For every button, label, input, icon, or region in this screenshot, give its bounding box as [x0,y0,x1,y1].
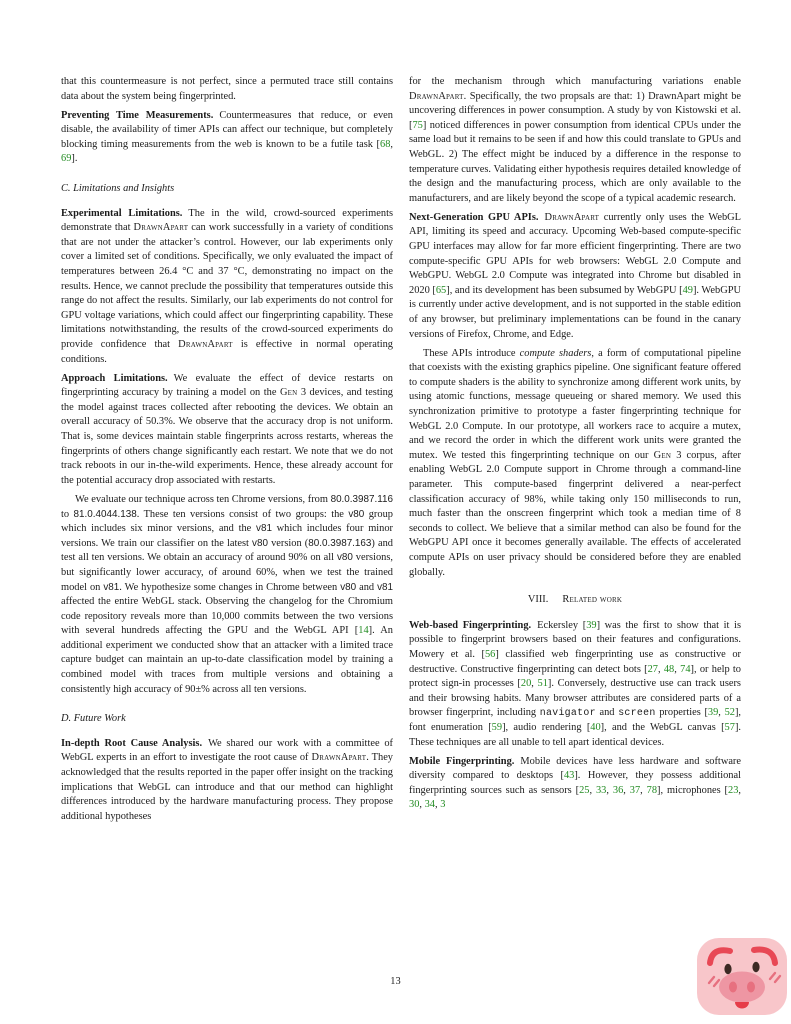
text-segment: 80.0.3987.116 [330,493,393,505]
citation-ref[interactable]: 20 [520,678,532,690]
text-segment: Next-Generation GPU APIs. [409,211,539,223]
text-segment: 81.0.4044.138 [73,508,137,520]
text-segment: In-depth Root Cause Analysis. [61,737,203,749]
text-segment: ] was the first to show that it is possible to fingerprint browsers based on their features and configurations. Mowery et al. [ [409,619,741,660]
text-segment: ]. Conversely, destructive use can track users and their browsing habits. Many browser attributes are considered parts of a browser fingerprint, including [409,678,741,719]
text-segment: D. Future Work [61,713,126,725]
text-segment: . Specifically, the two propsals are that: 1) DrawnApart might be uncovering differences in power consumption. A study by von Kistowski et al. [ [409,90,741,131]
text-segment: for the mechanism through which manufacturing variations enable [409,76,741,87]
citation-ref[interactable]: 3 [440,799,446,811]
text-segment: We evaluate the effect of device restarts on fingerprinting accuracy by training a model on the [61,372,393,399]
text-segment: , [606,784,613,796]
text-segment: We evaluate our technique across ten Chrome versions, from [75,493,331,505]
citation-ref[interactable]: 59 [491,721,503,733]
citation-ref[interactable]: 48 [663,663,675,675]
text-segment: Gen [653,449,672,461]
text-segment: 80.0.3987.163 [308,537,372,549]
citation-ref[interactable]: 39 [586,619,597,631]
text-segment: group which includes six minor versions, and the [61,508,393,535]
citation-ref[interactable]: 65 [435,284,447,296]
citation-ref[interactable]: 68 [380,138,391,150]
text-segment: We shared our work with a committee of WebGL experts in an effort to investigate the root cause of [61,737,393,764]
text-segment: compute shaders [519,347,592,359]
text-segment: ]. An additional experiment we conducted show that an attacker with a limited trace capture budget can maintain an up-to-date classification model by training a combined model with traces from multiple versions and obtaining a consistently high accuracy of 90±% across all ten versions. [61,625,394,695]
text-segment: v81 [103,581,120,593]
text-segment: , [434,799,441,811]
section-heading-related-work [409,593,741,608]
citation-ref[interactable]: 36 [612,784,624,796]
paragraph-mobile-fingerprinting [409,755,741,813]
paragraph-mechanism-continuation [409,75,741,206]
text-segment: Mobile devices have less hardware and software diversity compared to desktops [ [409,755,742,782]
text-segment: v81 [256,523,272,535]
paragraph-experimental-limitations [61,207,393,368]
text-segment: , [640,784,647,796]
subsection-heading-limitations-insights [61,182,393,197]
text-segment: ], font enumeration [ [409,707,742,733]
text-segment: Mobile Fingerprinting. [409,755,515,767]
text-segment: These APIs introduce [423,347,520,359]
citation-ref[interactable]: 78 [646,784,658,796]
text-segment: DrawnApart [311,752,367,764]
text-segment: , [419,799,425,811]
text-segment: C. Limitations and Insights [61,183,175,195]
text-segment: and [595,707,619,719]
text-segment: which includes four minor versions. We train our classifier on the latest [61,523,394,549]
text-segment: and [356,581,378,593]
citation-ref[interactable]: 69 [61,153,72,165]
text-segment: affected the entire WebGL stack. Observing the changelog for the Chromium code repository reveals more than 10,000 commits between the two versions with several hundreds affecting the GPU and the WebGL API [ [61,596,393,637]
page-number: 13 [390,976,401,987]
text-segment: ], microphones [ [657,784,729,796]
citation-ref[interactable]: 57 [724,721,735,733]
text-segment: , [531,678,538,690]
text-segment: , a form of computational pipeline that coexists with the existing graphics pipeline. One significant feature offered to compute shaders is the ability to synchronize among different work units, by using atomic functions, message queueing or shared memory. We used this synchronization primitive to prototype a faster fingerprinting technique for WebGL 2.0 Compute. In our prototype, all workers race to acquire a mutex, and we record the order in which the different work units were granted the mutex. We tested this fingerprinting technique on our [409,347,741,461]
citation-ref[interactable]: 23 [728,784,739,796]
pig-sticker-icon [697,938,787,1015]
text-segment: Related work [562,594,623,606]
text-segment: v80 [340,581,357,593]
text-segment: , [589,784,596,796]
text-segment: Experimental Limitations. [61,207,183,219]
text-segment: v80 [348,508,365,520]
text-segment: The in the wild, crowd-sourced experiments demonstrate that [61,207,393,234]
text-segment: 3 devices, and testing the model against traces collected after rebooting the devices. We obtain an overall accuracy of 50.3%. We observe that the accuracy drop is not uniform. That is, some devices maintain stable fingerprints across restarts, whereas the fingerprints of others change significantly each restart. We note that we do not track reboots in our in-the-wild experiments. Hence, these already account for the potential accuracy drop associated with restarts. [61,387,393,486]
text-segment: Preventing Time Measurements. [61,109,214,121]
paragraph-approach-limitations [61,372,393,489]
text-segment: to [61,508,74,520]
text-segment: ], and its development has been subsumed by WebGPU [ [446,284,683,296]
text-segment: ], audio rendering [ [502,721,591,733]
text-segment: ]. These techniques are all unable to tell apart identical devices. [409,721,741,748]
text-segment: properties [ [655,707,708,719]
text-segment: ) and test all ten versions. We obtain an accuracy of around 90% on all [61,537,393,564]
text-segment: , [674,663,681,675]
text-segment: ], and the WebGL canvas [ [600,721,725,733]
text-segment: ]. However, they possess additional fingerprinting sources such as sensors [ [409,770,741,796]
citation-ref[interactable]: 40 [590,721,601,733]
citation-ref[interactable]: 25 [579,784,590,796]
text-segment: screen [618,707,656,719]
text-segment: can work successfully in a variety of conditions that are not under the attacker’s control. However, our lab experiments only cover a limited set of conditions. Specifically, we only evaluated the impact of temperatures between 26.4 °C and 37 °C, demonstrating no impact on the results. Hence, we cannot preclude the possibility that temperatures outside this range do not affect the results. Similarly, our lab experiments do not control for GPU voltage variations, which could affect our fingerprinting capability. These limitations notwithstanding, the results of the crowd-sourced experiments do provide confidence that [61,222,393,350]
text-segment: VIII. [527,594,549,606]
text-segment: , [623,784,630,796]
text-segment: , [718,707,725,719]
text-segment: , [657,663,664,675]
text-segment: currently only uses the WebGL API, limiting its speed and accuracy. Upcoming Web-based compute-specific GPU interfaces may allow for far more efficient fingerprinting. There are two compute-specific GPU APIs for web browsers: WebGL 2.0 Compute and WebGPU. WebGL 2.0 Compute was integrated into Chrome but disabled in 2020 [ [409,211,741,296]
paragraph-next-generation-gpu-apis [409,211,741,342]
text-segment: DrawnApart [409,90,464,102]
citation-ref[interactable]: 56 [484,648,496,660]
text-segment: , [738,784,742,796]
text-segment: v81 [377,581,393,593]
paragraph-root-cause-analysis [61,737,393,825]
text-segment: ]. WebGPU is currently under active development, and is not supported in the stable edition of any browser, but preliminary implementations can be found in the canary versions of Firefox, Chrome, and Edge. [409,284,742,340]
text-segment: DrawnApart [178,339,233,350]
citation-ref[interactable]: 33 [595,784,607,796]
text-segment: DrawnApart [133,222,189,234]
text-segment: . They acknowledged that the results reported in the paper offer insight on the tracking implications that WebGL can introduce and that our method can highlight differences introduced by the hardware manufacturing process. They propose additional hypotheses [61,752,394,822]
paragraph-chrome-versions [61,493,393,697]
text-segment: that this countermeasure is not perfect, since a permuted trace still contains data about the system being fingerprinted. [61,76,393,102]
citation-ref[interactable]: 52 [724,707,735,719]
paragraph-countermeasure-continuation [61,75,393,104]
text-segment: version ( [267,537,309,549]
citation-ref[interactable]: 39 [707,707,719,719]
citation-ref[interactable]: 27 [647,663,658,675]
citation-ref[interactable]: 14 [358,625,369,637]
text-segment: v80 [336,552,353,564]
citation-ref[interactable]: 30 [409,799,420,811]
paragraph-compute-shaders [409,347,741,581]
text-segment: Approach Limitations. [61,372,168,384]
text-segment: . We hypothesize some changes in Chrome between [119,581,341,593]
text-segment: Eckersley [ [537,619,587,631]
citation-ref[interactable]: 43 [563,770,575,782]
text-segment: navigator [539,707,596,719]
text-segment: DrawnApart [544,211,600,223]
text-segment: v80 [252,537,268,549]
text-segment: 3 corpus, after enabling WebGL 2.0 Compute support in Chrome through a command-line parameter. This compute-based fingerprint delivered a near-perfect classification accuracy of 98%, while taking only 150 milliseconds to run, much faster than the onscreen fingerprint which took a median time of 8 seconds to collect. We believe that a similar method can also be found for the WebGPU API once it becomes generally available. The effects of accelerated compute APIs on user privacy should be considered before they are enabled globally. [409,449,742,578]
text-segment: , [390,138,393,150]
text-segment: . These ten versions consist of two groups: the [136,508,349,520]
text-segment: ] classified web fingerprinting use as constructive or destructive. Constructive fingerprinting can detect bots [ [409,648,741,675]
paragraph-web-based-fingerprinting [409,619,741,750]
subsection-heading-future-work [61,712,393,727]
text-segment: is effective in normal operating conditions. [61,339,393,365]
text-segment: Countermeasures that reduce, or even disable, the availability of timer APIs can affect our technique, but completely blocking timing measurements from the web is known to be a futile task [ [61,109,393,150]
citation-ref[interactable]: 51 [537,678,548,690]
text-segment: Gen [279,387,298,399]
text-segment: Web-based Fingerprinting. [409,619,532,631]
text-segment: ], or help to protect sign-in processes [ [409,663,741,690]
citation-ref[interactable]: 37 [629,784,641,796]
citation-ref[interactable]: 74 [680,663,691,675]
citation-ref[interactable]: 75 [412,119,423,131]
text-segment: versions, but significantly lower accuracy, of around 60%, when we test the trained model on [61,552,393,593]
citation-ref[interactable]: 34 [424,799,435,811]
citation-ref[interactable]: 49 [682,284,693,296]
right-column [409,75,741,813]
left-column [61,75,393,824]
paragraph-preventing-time-measurements [61,109,393,167]
text-segment: ]. [71,153,78,165]
text-segment: ] noticed differences in power consumption from identical CPUs under the same load but it remains to be seen if and how this could translate to GPUs and WebGL. 2) The effect might be induced by a difference in the response to temperature curves. Validating either hypothesis requires detailed knowledge of the design and the manufacturing process, which are only available to the manufacturers, and are likely beyond the scope of a typical academic research. [409,119,741,204]
